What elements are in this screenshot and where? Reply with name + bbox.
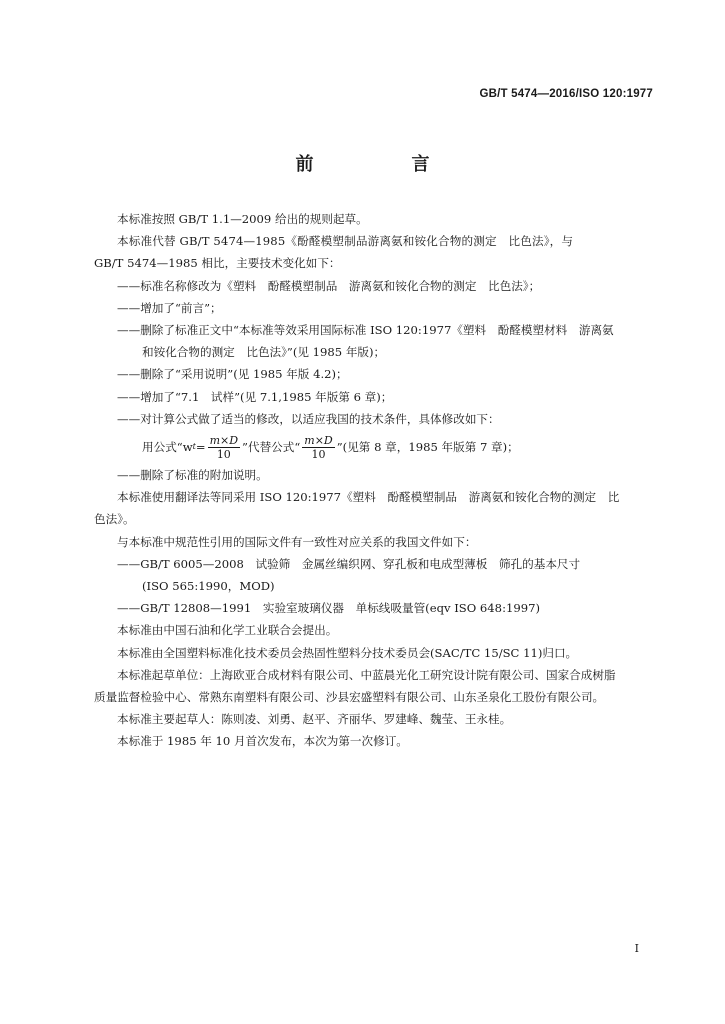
reference-item: ——GB/T 6005—2008 试验筛 金属丝编织网、穿孔板和电成型薄板 筛孔的基本尺寸 bbox=[117, 556, 581, 571]
paragraph: 本标准使用翻译法等同采用 ISO 120:1977《塑料 酚醛模塑制品 游离氨和铵化合物的测定 比 bbox=[117, 490, 620, 505]
formula-numerator: m×D bbox=[304, 433, 333, 447]
paragraph: 本标准于 1985 年 10 月首次发布，本次为第一次修订。 bbox=[117, 734, 408, 749]
formula-suffix: ”(见第 8 章，1985 年版第 7 章)； bbox=[336, 439, 519, 454]
page-number: I bbox=[634, 942, 639, 955]
document-body bbox=[94, 208, 653, 753]
list-item: ——删除了标准的附加说明。 bbox=[117, 468, 268, 483]
list-item-continuation: 和铵化合物的测定 比色法》”(见 1985 年版)； bbox=[142, 345, 386, 360]
formula-numerator: m×D bbox=[209, 433, 239, 447]
paragraph: 与本标准中规范性引用的国际文件有一致性对应关系的我国文件如下： bbox=[117, 534, 477, 549]
list-item: ——对计算公式做了适当的修改，以适应我国的技术条件，具体修改如下： bbox=[117, 411, 500, 426]
paragraph: 本标准按照 GB/T 1.1—2009 给出的规则起草。 bbox=[117, 212, 368, 226]
list-item: ——增加了“7.1 试样”(见 7.1,1985 年版第 6 章)； bbox=[117, 389, 393, 404]
list-item: ——删除了标准正文中“本标准等效采用国际标准 ISO 120:1977《塑料 酚醛模塑材料 游离氨 bbox=[117, 323, 614, 338]
list-item: ——标准名称修改为《塑料 酚醛模塑制品 游离氨和铵化合物的测定 比色法》； bbox=[117, 278, 541, 293]
formula-fraction-2 bbox=[302, 434, 334, 461]
paragraph: 本标准由全国塑料标准化技术委员会热固性塑料分技术委员会(SAC/TC 15/SC 11)归口。 bbox=[117, 645, 578, 660]
paragraph: 质量监督检验中心、常熟东南塑料有限公司、沙县宏盛塑料有限公司、山东圣泉化工股份有限公司。 bbox=[94, 690, 605, 705]
formula-middle: ”代替公式“ bbox=[242, 439, 301, 454]
formula-equals: = bbox=[195, 439, 206, 454]
formula-prefix: 用公式“w bbox=[142, 439, 193, 454]
formula-line bbox=[94, 430, 653, 464]
formula-fraction-1 bbox=[208, 434, 240, 461]
list-item: ——增加了“前言”； bbox=[117, 300, 222, 315]
list-item: ——删除了“采用说明”(见 1985 年版 4.2)； bbox=[117, 367, 348, 382]
paragraph: GB/T 5474—1985 相比，主要技术变化如下： bbox=[94, 256, 341, 271]
formula-denominator: 10 bbox=[311, 447, 326, 461]
paragraph: 本标准主要起草人：陈则凌、刘勇、赵平、齐丽华、罗建峰、魏莹、王永桂。 bbox=[117, 712, 512, 727]
formula-denominator: 10 bbox=[216, 447, 231, 461]
reference-item: ——GB/T 12808—1991 实验室玻璃仪器 单标线吸量管(eqv ISO 648:1997) bbox=[117, 601, 540, 616]
paragraph: 本标准起草单位：上海欧亚合成材料有限公司、中蓝晨光化工研究设计院有限公司、国家合成树脂 bbox=[117, 667, 616, 682]
paragraph: 本标准由中国石油和化学工业联合会提出。 bbox=[117, 623, 338, 638]
page-title: 前 言 bbox=[295, 154, 470, 175]
paragraph: 色法》。 bbox=[94, 512, 135, 527]
formula-subscript: t bbox=[192, 441, 196, 451]
reference-item-continuation: (ISO 565:1990，MOD) bbox=[142, 579, 275, 594]
standard-code: GB/T 5474—2016/ISO 120:1977 bbox=[479, 88, 653, 100]
paragraph: 本标准代替 GB/T 5474—1985《酚醛模塑制品游离氨和铵化合物的测定 比色法》，与 bbox=[117, 234, 574, 249]
